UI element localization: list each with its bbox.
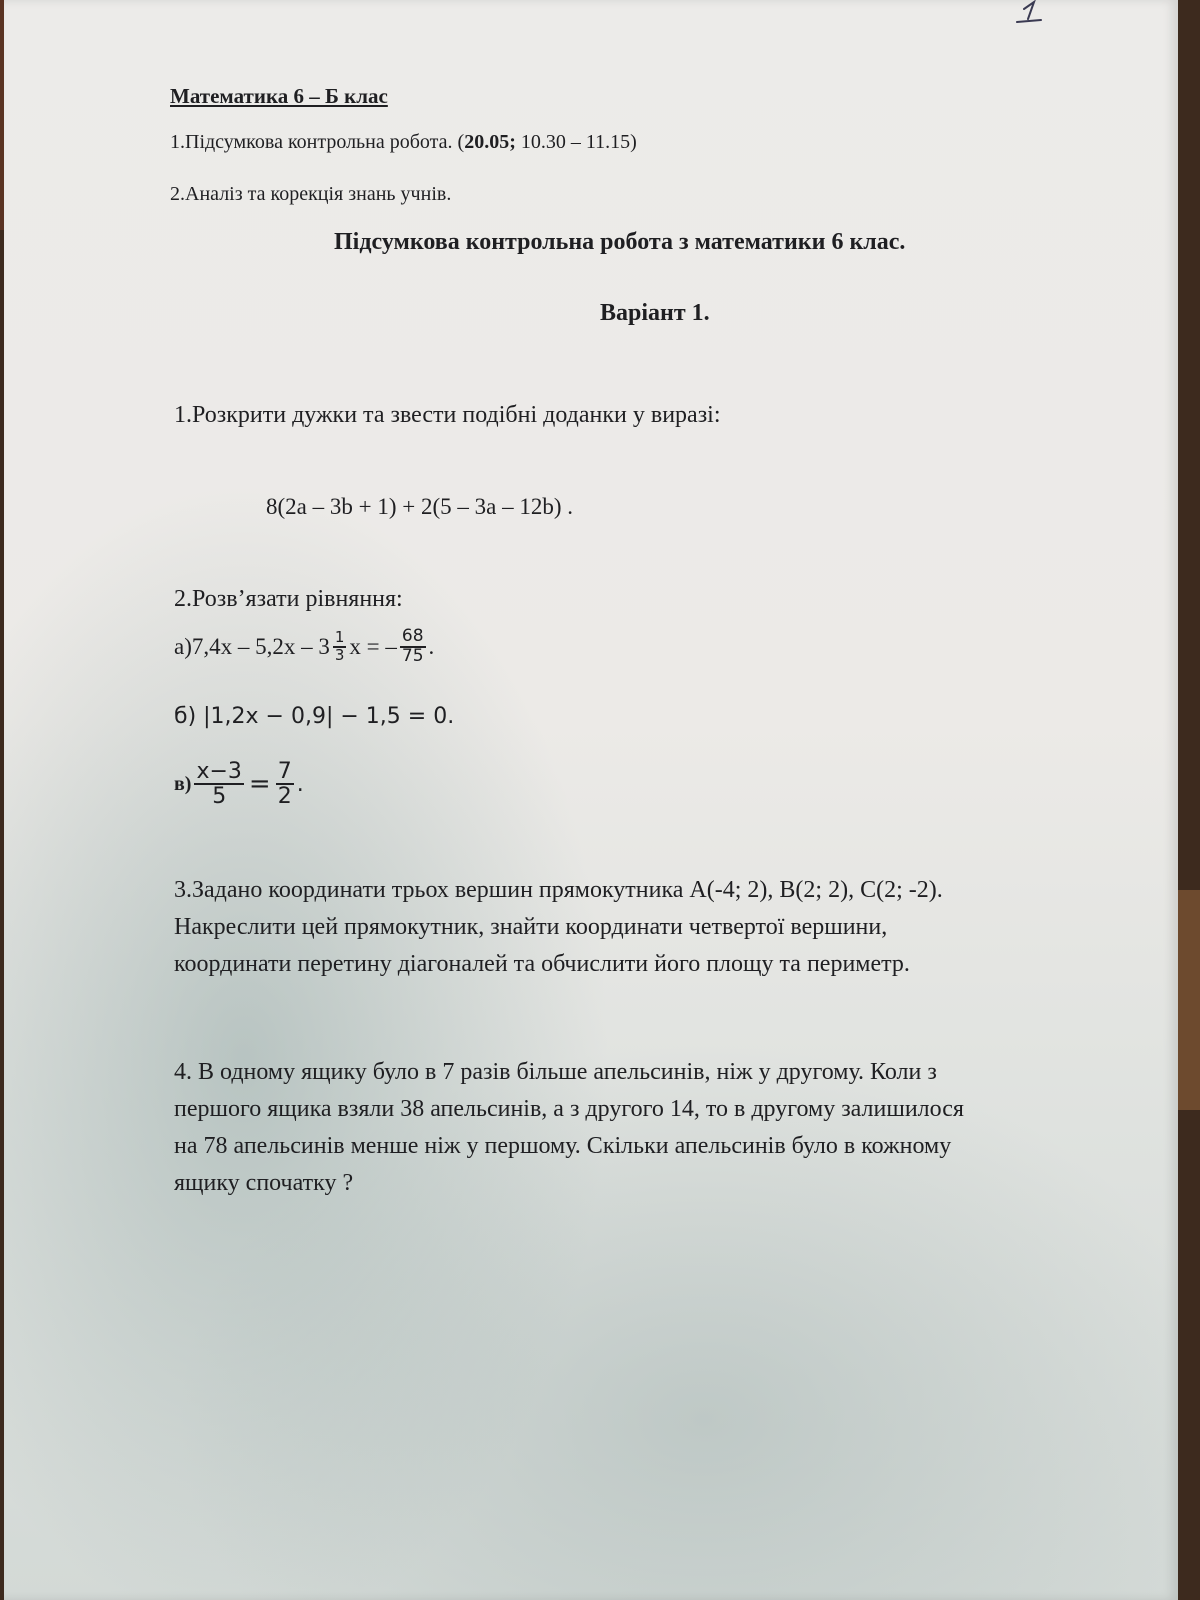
equation-b: б) |1,2x − 0,9| − 1,5 = 0. bbox=[174, 704, 455, 729]
task-4-line-4: ящику спочатку ? bbox=[174, 1170, 354, 1196]
page-title: Підсумкова контрольна робота з математики 6 клас. bbox=[334, 229, 906, 255]
equation-c bbox=[174, 760, 304, 808]
task-4-line-1: 4. В одному ящику було в 7 разів більше апельсинів, ніж у другому. Коли з bbox=[174, 1059, 937, 1085]
equation-c-end: . bbox=[296, 771, 304, 797]
task-4-line-3: на 78 апельсинів менше ніж у першому. Скільки апельсинів було в кожному bbox=[174, 1133, 952, 1159]
fraction-denominator: 5 bbox=[212, 784, 227, 810]
fraction-denominator: 2 bbox=[277, 784, 292, 810]
agenda-item-2: 2.Аналіз та корекція знань учнів. bbox=[170, 183, 452, 205]
equation-c-lhs-fraction bbox=[194, 760, 243, 808]
fraction-numerator: x−3 bbox=[196, 759, 242, 784]
fraction-numerator: 7 bbox=[277, 759, 292, 784]
paper-sheet bbox=[4, 0, 1178, 1600]
task-3-line-2: Накреслити цей прямокутник, знайти координати четвертої вершини, bbox=[174, 914, 888, 940]
task-1-expression: 8(2a – 3b + 1) + 2(5 – 3a – 12b) . bbox=[266, 494, 573, 519]
equation-a-middle: х = – bbox=[349, 633, 397, 659]
equation-a-prefix: а)7,4х – 5,2х – 3 bbox=[174, 633, 330, 659]
equation-c-prefix: в) bbox=[174, 772, 192, 795]
fraction-denominator: 3 bbox=[334, 645, 345, 664]
header-title: Математика 6 – Б клас bbox=[170, 84, 388, 108]
equation-c-rhs-fraction bbox=[276, 760, 294, 808]
task-3-paragraph bbox=[174, 872, 1074, 983]
handwritten-page-number bbox=[1008, 0, 1052, 28]
fraction-denominator: 75 bbox=[401, 645, 424, 666]
task-3-line-3: координати перетину діагоналей та обчислити його площу та периметр. bbox=[174, 951, 910, 977]
equation-a-end: . bbox=[428, 633, 435, 659]
task-2-prompt: 2.Розв’язати рівняння: bbox=[174, 586, 403, 612]
table-surface-right bbox=[1178, 890, 1200, 1110]
variant-heading: Варіант 1. bbox=[600, 300, 710, 326]
task-3-line-1: 3.Задано координати трьох вершин прямокутника А(-4; 2), В(2; 2), С(2; -2). bbox=[174, 877, 943, 903]
equation-a-rhs-fraction bbox=[400, 628, 426, 666]
handwritten-one-icon bbox=[1008, 0, 1052, 28]
fraction-numerator: 68 bbox=[401, 626, 424, 646]
agenda-item-1-date: 20.05; bbox=[464, 131, 516, 153]
task-4-paragraph bbox=[174, 1054, 1074, 1202]
agenda-item-1-time: 10.30 – 11.15) bbox=[515, 131, 637, 153]
task-4-line-2: першого ящика взяли 38 апельсинів, а з другого 14, то в другому залишилося bbox=[174, 1096, 964, 1122]
equation-a bbox=[174, 628, 434, 666]
agenda-item-1-prefix: 1.Підсумкова контрольна робота. ( bbox=[170, 131, 465, 153]
equation-a-mixed-fraction bbox=[333, 630, 347, 664]
task-1-prompt: 1.Розкрити дужки та звести подібні доданки у виразі: bbox=[174, 402, 721, 428]
fraction-numerator: 1 bbox=[334, 628, 345, 647]
equation-c-equals: = bbox=[248, 769, 271, 800]
agenda-item-1 bbox=[170, 131, 637, 154]
